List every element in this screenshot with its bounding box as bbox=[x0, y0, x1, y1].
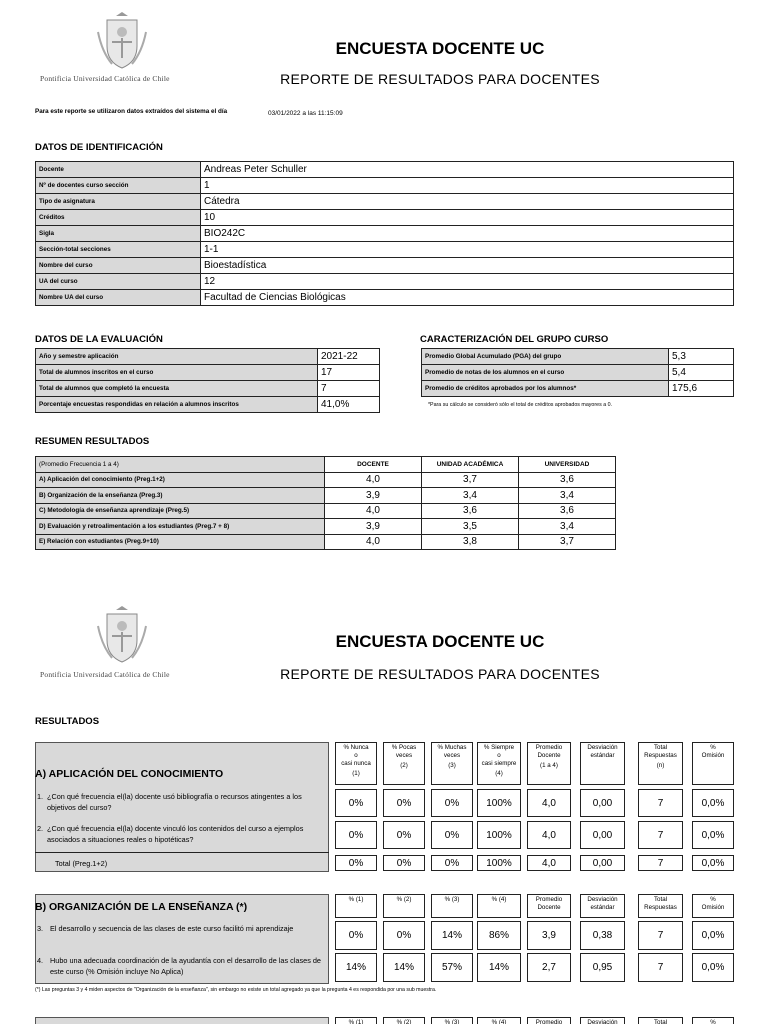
resumen-label: D) Evaluación y retroalimentación a los estudiantes (Preg.7 + 8) bbox=[36, 519, 325, 535]
results-column-header: % bbox=[692, 1017, 734, 1024]
header-line: % bbox=[710, 896, 716, 903]
identificacion-value: Andreas Peter Schuller bbox=[201, 162, 734, 178]
header-line: Total bbox=[653, 744, 668, 751]
results-value: 100% bbox=[477, 855, 521, 871]
results-value: 3,9 bbox=[527, 921, 571, 950]
header-line: Promedio bbox=[535, 744, 563, 751]
header-line: % (4) bbox=[491, 896, 507, 903]
header-line: estándar bbox=[590, 904, 615, 911]
resumen-value: 3,9 bbox=[325, 488, 422, 504]
resumen-row bbox=[36, 503, 616, 519]
header-line: o bbox=[497, 752, 501, 759]
results-column-header: % (2) bbox=[383, 1017, 425, 1024]
identificacion-row bbox=[36, 274, 734, 290]
results-value: 14% bbox=[335, 953, 377, 982]
results-value: 0,0% bbox=[692, 921, 734, 950]
evaluacion-row bbox=[36, 365, 380, 381]
results-value: 0,95 bbox=[580, 953, 625, 982]
question-number: 2. bbox=[37, 824, 44, 833]
identificacion-value: 12 bbox=[201, 274, 734, 290]
results-value: 0% bbox=[431, 821, 473, 849]
evaluacion-label: Porcentaje encuestas respondidas en relación a alumnos inscritos bbox=[36, 397, 318, 413]
identificacion-value: Facultad de Ciencias Biológicas bbox=[201, 290, 734, 306]
resumen-value: 3,5 bbox=[422, 519, 519, 535]
divider bbox=[35, 852, 329, 853]
header-line: Docente bbox=[537, 904, 561, 911]
results-value: 0% bbox=[431, 855, 473, 871]
caracterizacion-note: *Para su cálculo se consideró sólo el total de créditos aprobados mayores a 0. bbox=[428, 402, 613, 408]
header-line: (1) bbox=[352, 770, 360, 777]
caracterizacion-value: 5,4 bbox=[669, 365, 734, 381]
identificacion-row bbox=[36, 226, 734, 242]
results-value: 0% bbox=[431, 789, 473, 817]
identificacion-label: Docente bbox=[36, 162, 201, 178]
identificacion-row bbox=[36, 258, 734, 274]
header-line: % Siempre bbox=[483, 744, 515, 751]
results-value: 0,0% bbox=[692, 789, 734, 817]
identificacion-value: BIO242C bbox=[201, 226, 734, 242]
question-number: 3. bbox=[37, 924, 44, 933]
identificacion-label: Sigla bbox=[36, 226, 201, 242]
identificacion-row bbox=[36, 194, 734, 210]
identificacion-value: Bioestadística bbox=[201, 258, 734, 274]
results-value: 0% bbox=[335, 855, 377, 871]
results-value: 14% bbox=[431, 921, 473, 950]
resumen-value: 3,7 bbox=[422, 472, 519, 488]
identificacion-label: Créditos bbox=[36, 210, 201, 226]
results-value: 100% bbox=[477, 789, 521, 817]
results-column-header bbox=[580, 742, 625, 785]
results-value: 57% bbox=[431, 953, 473, 982]
results-column-header: Total bbox=[638, 1017, 683, 1024]
header-line: Omisión bbox=[701, 904, 725, 911]
identificacion-row bbox=[36, 242, 734, 258]
resumen-col-docente: DOCENTE bbox=[325, 457, 422, 473]
results-value: 0,00 bbox=[580, 821, 625, 849]
section-b-footnote: (*) Las preguntas 3 y 4 miden aspectos de "Organización de la enseñanza", sin embargo no existe un total agregado ya que la pregunta 4 es respondida por una sub muestra. bbox=[35, 987, 437, 993]
resumen-col-unidad: UNIDAD ACADÉMICA bbox=[422, 457, 519, 473]
caracterizacion-row bbox=[422, 381, 734, 397]
resumen-value: 3,6 bbox=[519, 472, 616, 488]
identificacion-label: Tipo de asignatura bbox=[36, 194, 201, 210]
header-line: (3) bbox=[448, 762, 456, 769]
results-value: 0,0% bbox=[692, 953, 734, 982]
results-value: 7 bbox=[638, 921, 683, 950]
identificacion-row bbox=[36, 210, 734, 226]
header-line: Docente bbox=[537, 752, 561, 759]
results-value: 0% bbox=[335, 821, 377, 849]
results-column-header bbox=[335, 894, 377, 918]
page-title-2: ENCUESTA DOCENTE UC bbox=[335, 632, 545, 651]
section-b-title: B) ORGANIZACIÓN DE LA ENSEÑANZA (*) bbox=[35, 901, 248, 913]
header-line: o bbox=[354, 752, 358, 759]
results-value: 4,0 bbox=[527, 821, 571, 849]
question-number: 4. bbox=[37, 956, 44, 965]
header-line: casi siempre bbox=[481, 760, 517, 767]
header-line: (4) bbox=[495, 770, 503, 777]
resumen-col-universidad: UNIVERSIDAD bbox=[519, 457, 616, 473]
results-value: 14% bbox=[477, 953, 521, 982]
page-title: ENCUESTA DOCENTE UC bbox=[335, 39, 545, 58]
results-value: 0% bbox=[335, 921, 377, 950]
question-text: Hubo una adecuada coordinación de la ayudantía con el desarrollo de las clases de este curso (% Omisión incluye No Aplica) bbox=[50, 956, 321, 976]
caracterizacion-label: Promedio de notas de los alumnos en el curso bbox=[422, 365, 669, 381]
caracterizacion-table bbox=[421, 348, 734, 397]
header-line: % Muchas bbox=[437, 744, 467, 751]
results-value: 0% bbox=[335, 789, 377, 817]
evaluacion-title: DATOS DE LA EVALUACIÓN bbox=[35, 334, 163, 345]
header-line: Respuestas bbox=[644, 904, 677, 911]
caracterizacion-value: 175,6 bbox=[669, 381, 734, 397]
resumen-value: 3,8 bbox=[422, 534, 519, 550]
resumen-row bbox=[36, 472, 616, 488]
header-line: (1 a 4) bbox=[540, 762, 558, 769]
results-column-header bbox=[638, 742, 683, 785]
results-value: 86% bbox=[477, 921, 521, 950]
resumen-row bbox=[36, 488, 616, 504]
identificacion-label: Sección-total secciones bbox=[36, 242, 201, 258]
resumen-value: 3,7 bbox=[519, 534, 616, 550]
question-text: ¿Con qué frecuencia el(la) docente vinculó los contenidos del curso a ejemplos asociados a situaciones reales o hipotéticas? bbox=[47, 824, 304, 844]
results-value: 7 bbox=[638, 821, 683, 849]
resumen-value: 3,9 bbox=[325, 519, 422, 535]
header-line: Promedio bbox=[535, 896, 563, 903]
resumen-label: B) Organización de la enseñanza (Preg.3) bbox=[36, 488, 325, 504]
results-column-header bbox=[335, 742, 377, 785]
identificacion-value: 1-1 bbox=[201, 242, 734, 258]
results-value: 0,00 bbox=[580, 789, 625, 817]
identificacion-label: Nombre del curso bbox=[36, 258, 201, 274]
results-value: 14% bbox=[383, 953, 425, 982]
results-value: 100% bbox=[477, 821, 521, 849]
resumen-header-label: (Promedio Frecuencia 1 a 4) bbox=[36, 457, 325, 473]
resumen-row bbox=[36, 519, 616, 535]
resultados-title: RESULTADOS bbox=[35, 716, 100, 727]
results-value: 2,7 bbox=[527, 953, 571, 982]
header-line: casi nunca bbox=[341, 760, 371, 767]
results-column-header bbox=[383, 894, 425, 918]
results-column-header bbox=[383, 742, 425, 785]
results-column-header bbox=[580, 894, 625, 918]
resumen-table bbox=[35, 456, 616, 550]
results-value: 0,38 bbox=[580, 921, 625, 950]
question-text: ¿Con qué frecuencia el(la) docente usó bibliografía o recursos atingentes a los objetivos del curso? bbox=[47, 792, 302, 812]
university-name-2: Pontificia Universidad Católica de Chile bbox=[40, 670, 170, 679]
results-value: 0% bbox=[383, 921, 425, 950]
evaluacion-value: 41,0% bbox=[318, 397, 380, 413]
question-text: El desarrollo y secuencia de las clases de este curso facilitó mi aprendizaje bbox=[50, 924, 294, 933]
extract-date: 03/01/2022 a las 11:15:09 bbox=[268, 110, 343, 117]
results-value: 4,0 bbox=[527, 789, 571, 817]
header-line: Respuestas bbox=[644, 752, 677, 759]
evaluacion-value: 7 bbox=[318, 381, 380, 397]
identificacion-row bbox=[36, 178, 734, 194]
header-line: Omisión bbox=[701, 752, 725, 759]
header-line: Desviación bbox=[587, 896, 618, 903]
page-subtitle: REPORTE DE RESULTADOS PARA DOCENTES bbox=[280, 71, 600, 87]
header-line: (n) bbox=[656, 762, 665, 769]
caracterizacion-label: Promedio de créditos aprobados por los alumnos* bbox=[422, 381, 669, 397]
evaluacion-table bbox=[35, 348, 380, 413]
results-column-header: % (1) bbox=[335, 1017, 377, 1024]
resumen-label: C) Metodología de enseñanza aprendizaje (Preg.5) bbox=[36, 503, 325, 519]
identificacion-table bbox=[35, 161, 734, 306]
header-line: veces bbox=[443, 752, 461, 759]
total-label: Total (Preg.1+2) bbox=[55, 859, 108, 868]
identificacion-row bbox=[36, 162, 734, 178]
results-column-header bbox=[527, 894, 571, 918]
resumen-value: 4,0 bbox=[325, 503, 422, 519]
header-line: % (2) bbox=[396, 896, 412, 903]
header-line: % Nunca bbox=[343, 744, 369, 751]
header-line: estándar bbox=[590, 752, 615, 759]
resumen-value: 3,6 bbox=[422, 503, 519, 519]
resumen-value: 4,0 bbox=[325, 534, 422, 550]
section-c-panel bbox=[35, 1017, 329, 1024]
identificacion-value: Cátedra bbox=[201, 194, 734, 210]
header-line: (2) bbox=[400, 762, 408, 769]
results-column-header bbox=[477, 742, 521, 785]
evaluacion-value: 17 bbox=[318, 365, 380, 381]
identificacion-row bbox=[36, 290, 734, 306]
resumen-value: 3,4 bbox=[519, 488, 616, 504]
caracterizacion-value: 5,3 bbox=[669, 349, 734, 365]
resumen-value: 3,4 bbox=[519, 519, 616, 535]
identificacion-label: Nº de docentes curso sección bbox=[36, 178, 201, 194]
identificacion-label: Nombre UA del curso bbox=[36, 290, 201, 306]
results-value: 7 bbox=[638, 789, 683, 817]
resumen-value: 4,0 bbox=[325, 472, 422, 488]
evaluacion-label: Total de alumnos inscritos en el curso bbox=[36, 365, 318, 381]
header-line: Total bbox=[653, 896, 668, 903]
resumen-label: E) Relación con estudiantes (Preg.9+10) bbox=[36, 534, 325, 550]
results-column-header bbox=[692, 894, 734, 918]
caracterizacion-label: Promedio Global Acumulado (PGA) del grupo bbox=[422, 349, 669, 365]
results-column-header: % (3) bbox=[431, 1017, 473, 1024]
header-line: % Pocas bbox=[391, 744, 417, 751]
extract-note: Para este reporte se utilizaron datos extraídos del sistema el día bbox=[35, 108, 228, 115]
results-column-header: Promedio bbox=[527, 1017, 571, 1024]
results-value: 0,0% bbox=[692, 821, 734, 849]
evaluacion-row bbox=[36, 381, 380, 397]
page-subtitle-2: REPORTE DE RESULTADOS PARA DOCENTES bbox=[280, 666, 600, 682]
header-line: % (3) bbox=[444, 896, 460, 903]
identificacion-value: 10 bbox=[201, 210, 734, 226]
results-value: 0% bbox=[383, 821, 425, 849]
identificacion-label: UA del curso bbox=[36, 274, 201, 290]
results-column-header bbox=[638, 894, 683, 918]
identificacion-title: DATOS DE IDENTIFICACIÓN bbox=[35, 142, 163, 153]
results-column-header bbox=[692, 742, 734, 785]
results-value: 7 bbox=[638, 855, 683, 871]
results-value: 0,0% bbox=[692, 855, 734, 871]
resumen-title: RESUMEN RESULTADOS bbox=[35, 436, 150, 447]
results-column-header: % (4) bbox=[477, 1017, 521, 1024]
results-value: 7 bbox=[638, 953, 683, 982]
header-line: Desviación bbox=[587, 744, 618, 751]
header-line: % bbox=[710, 744, 716, 751]
evaluacion-row bbox=[36, 397, 380, 413]
results-value: 4,0 bbox=[527, 855, 571, 871]
results-column-header bbox=[477, 894, 521, 918]
results-column-header: Desviación bbox=[580, 1017, 625, 1024]
evaluacion-label: Año y semestre aplicación bbox=[36, 349, 318, 365]
caracterizacion-row bbox=[422, 349, 734, 365]
results-value: 0,00 bbox=[580, 855, 625, 871]
resumen-value: 3,4 bbox=[422, 488, 519, 504]
header-line: % (1) bbox=[348, 896, 364, 903]
results-value: 0% bbox=[383, 789, 425, 817]
evaluacion-value: 2021-22 bbox=[318, 349, 380, 365]
results-value: 0% bbox=[383, 855, 425, 871]
results-column-header bbox=[527, 742, 571, 785]
resumen-row bbox=[36, 534, 616, 550]
evaluacion-label: Total de alumnos que completó la encuesta bbox=[36, 381, 318, 397]
resumen-value: 3,6 bbox=[519, 503, 616, 519]
header-line: veces bbox=[395, 752, 413, 759]
results-column-header bbox=[431, 894, 473, 918]
evaluacion-row bbox=[36, 349, 380, 365]
caracterizacion-row bbox=[422, 365, 734, 381]
question-number: 1. bbox=[37, 792, 44, 801]
university-name: Pontificia Universidad Católica de Chile bbox=[40, 74, 170, 83]
identificacion-value: 1 bbox=[201, 178, 734, 194]
results-column-header bbox=[431, 742, 473, 785]
resumen-label: A) Aplicación del conocimiento (Preg.1+2) bbox=[36, 472, 325, 488]
caracterizacion-title: CARACTERIZACIÓN DEL GRUPO CURSO bbox=[420, 334, 609, 345]
section-a-title: A) APLICACIÓN DEL CONOCIMIENTO bbox=[35, 768, 224, 780]
